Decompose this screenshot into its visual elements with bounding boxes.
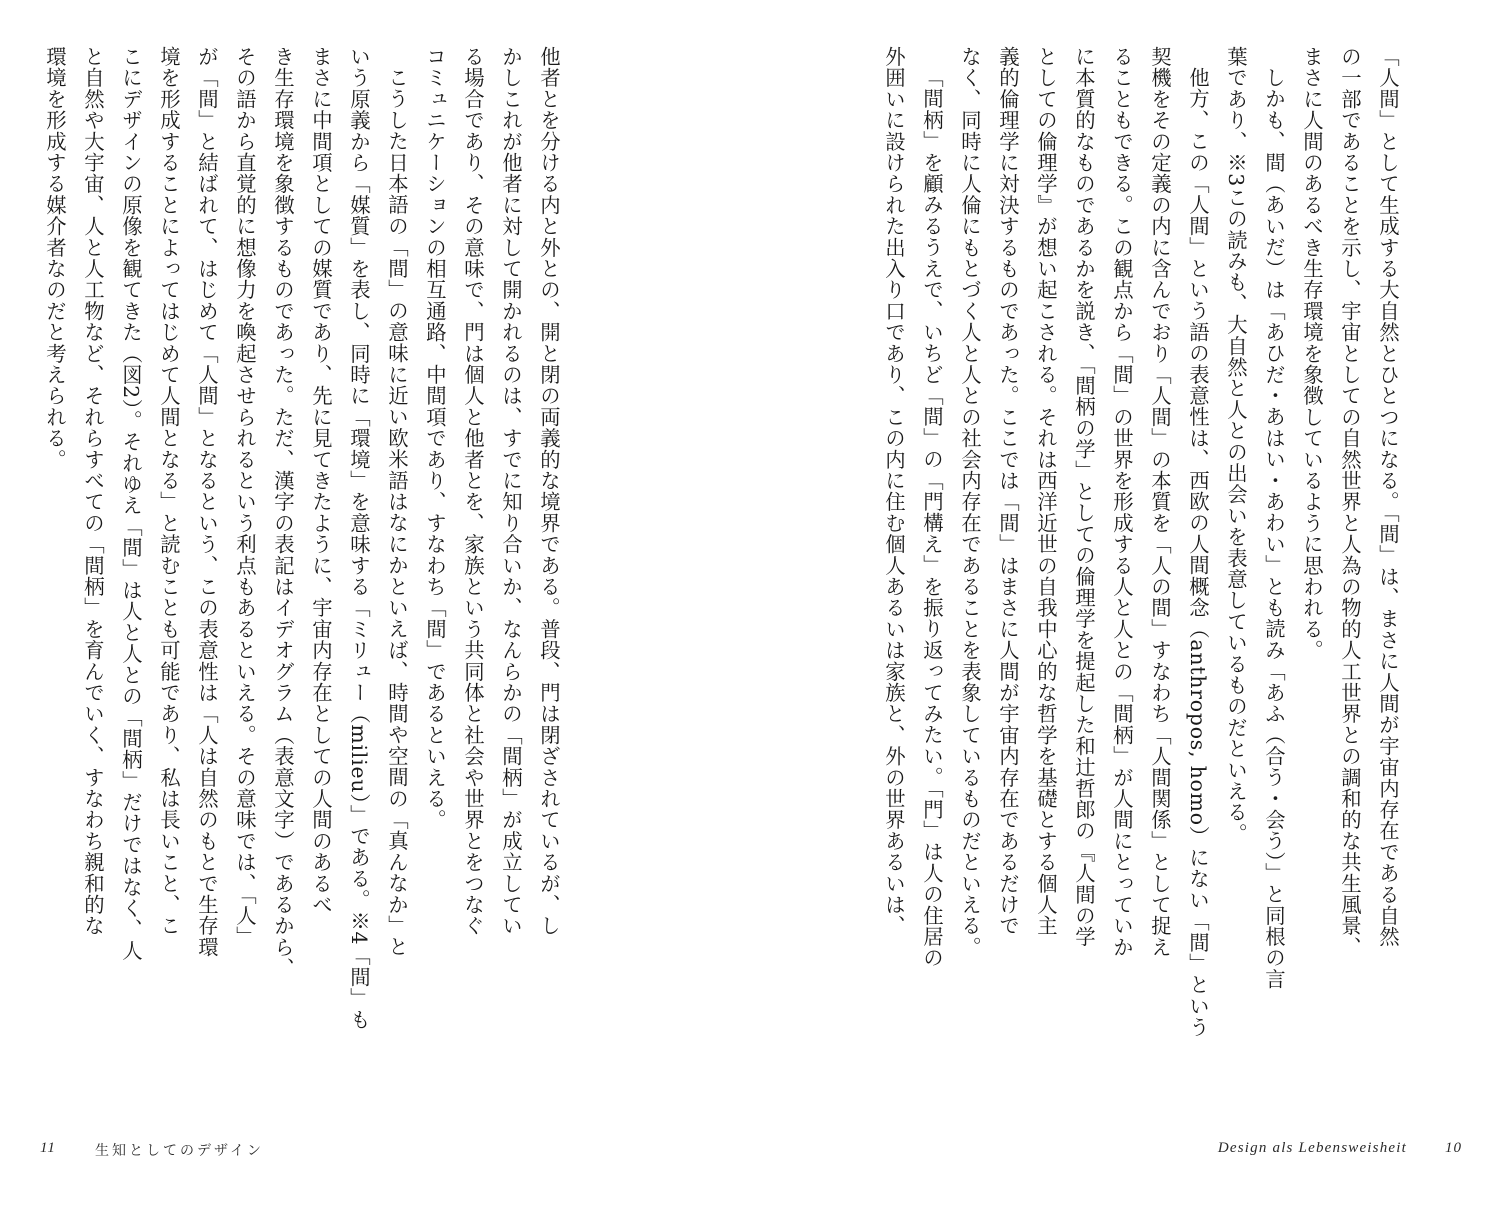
text-line: が「間」と結ばれて、はじめて「人間」となるという、この表意性は「人は自然のもとで生存環: [195, 46, 219, 958]
text-line: その語から直覚的に想像力を喚起させられるという利点もあるといえる。その意味では、「人」: [233, 46, 257, 948]
text-line: 「人間」として生成する大自然とひとつになる。「間」は、まさに人間が宇宙内存在である自然: [1376, 46, 1400, 948]
text-line: としての倫理学』が想い起こされる。それは西洋近世の自我中心的な哲学を基礎とする個人主: [1034, 46, 1058, 937]
text-line: まさに人間のあるべき生存環境を象徴しているように思われる。: [1300, 46, 1324, 661]
text-line: 他者とを分ける内と外との、開と閉の両義的な境界である。普段、門は閉ざされているが、し: [537, 46, 561, 937]
right-page: [751, 0, 1502, 1213]
text-line: る場合であり、その意味で、門は個人と他者とを、家族という共同体と社会や世界とをつなぐ: [461, 46, 485, 937]
text-line: こにデザインの原像を観てきた（図2）。それゆえ「間」は人と人との「間柄」だけではなく、人: [119, 46, 143, 962]
text-line: と自然や大宇宙、人と人工物など、それらすべての「間柄」を育んでいく、すなわち親和的な: [81, 46, 105, 937]
text-line: の一部であることを示し、宇宙としての自然世界と人為の物的人工世界との調和的な共生風景、: [1338, 46, 1362, 958]
text-line: 境を形成することによってはじめて人間となる」と読むことも可能であり、私は長いこと、こ: [157, 46, 181, 937]
page-number: 10: [1445, 1140, 1462, 1156]
text-line: かしこれが他者に対して開かれるのは、すでに知り合いか、なんらかの「間柄」が成立してい: [499, 46, 523, 937]
running-head: 生知としてのデザイン: [95, 1143, 265, 1159]
text-line: こうした日本語の「間」の意味に近い欧米語はなにかといえば、時間や空間の「真んなか」と: [385, 67, 409, 958]
page-number: 11: [40, 1140, 56, 1156]
running-head: Design als Lebensweisheit: [1217, 1140, 1407, 1156]
text-line: 契機をその定義の内に含んでおり「人間」の本質を「人の間」すなわち「人間関係」として捉え: [1148, 46, 1172, 958]
text-line: 他方、この「人間」という語の表意性は、西欧の人間概念（anthropos, homo）にない「間」という: [1186, 67, 1210, 1038]
text-line: 環境を形成する媒介者なのだと考えられる。: [43, 46, 67, 470]
text-line: 「間柄」を顧みるうえで、いちど「間」の「門構え」を振り返ってみたい。「門」は人の住居の: [920, 67, 944, 969]
text-line: に本質的なものであるかを説き、「間柄の学」としての倫理学を提起した和辻哲郎の『人間の学: [1072, 46, 1096, 948]
text-line: 義的倫理学に対決するものであった。ここでは「間」はまさに人間が宇宙内存在であるだけで: [996, 46, 1020, 937]
text-line: いう原義から「媒質」を表し、同時に「環境」を意味する「ミリュー（milieu）」である。※4「間」も: [347, 46, 371, 1031]
text-line: まさに中間項としての媒質であり、先に見てきたように、宇宙内存在としての人間のあるべ: [309, 46, 333, 916]
text-line: コミュニケーションの相互通路、中間項であり、すなわち「間」であるといえる。: [423, 46, 447, 831]
text-line: き生存環境を象徴するものであった。ただ、漢字の表記はイデオグラム（表意文字）であるから、: [271, 46, 295, 979]
text-line: しかも、間（あいだ）は「あひだ・あはい・あわい」とも読み「あふ（合う・会う）」と同根の言: [1262, 67, 1286, 990]
left-body-text: [8, 46, 568, 1031]
text-line: 外囲いに設けられた出入り口であり、この内に住む個人あるいは家族と、外の世界あるいは、: [882, 46, 906, 937]
text-line: なく、同時に人倫にもとづく人と人との社会内存在であることを表象しているものだといえる。: [958, 46, 982, 958]
text-line: ることもできる。この観点から「間」の世界を形成する人と人との「間柄」が人間にとっていか: [1110, 46, 1134, 958]
right-body-text: [707, 46, 1407, 1038]
text-line: 葉であり、※3この読みも、大自然と人との出会いを表意しているものだといえる。: [1224, 46, 1248, 845]
